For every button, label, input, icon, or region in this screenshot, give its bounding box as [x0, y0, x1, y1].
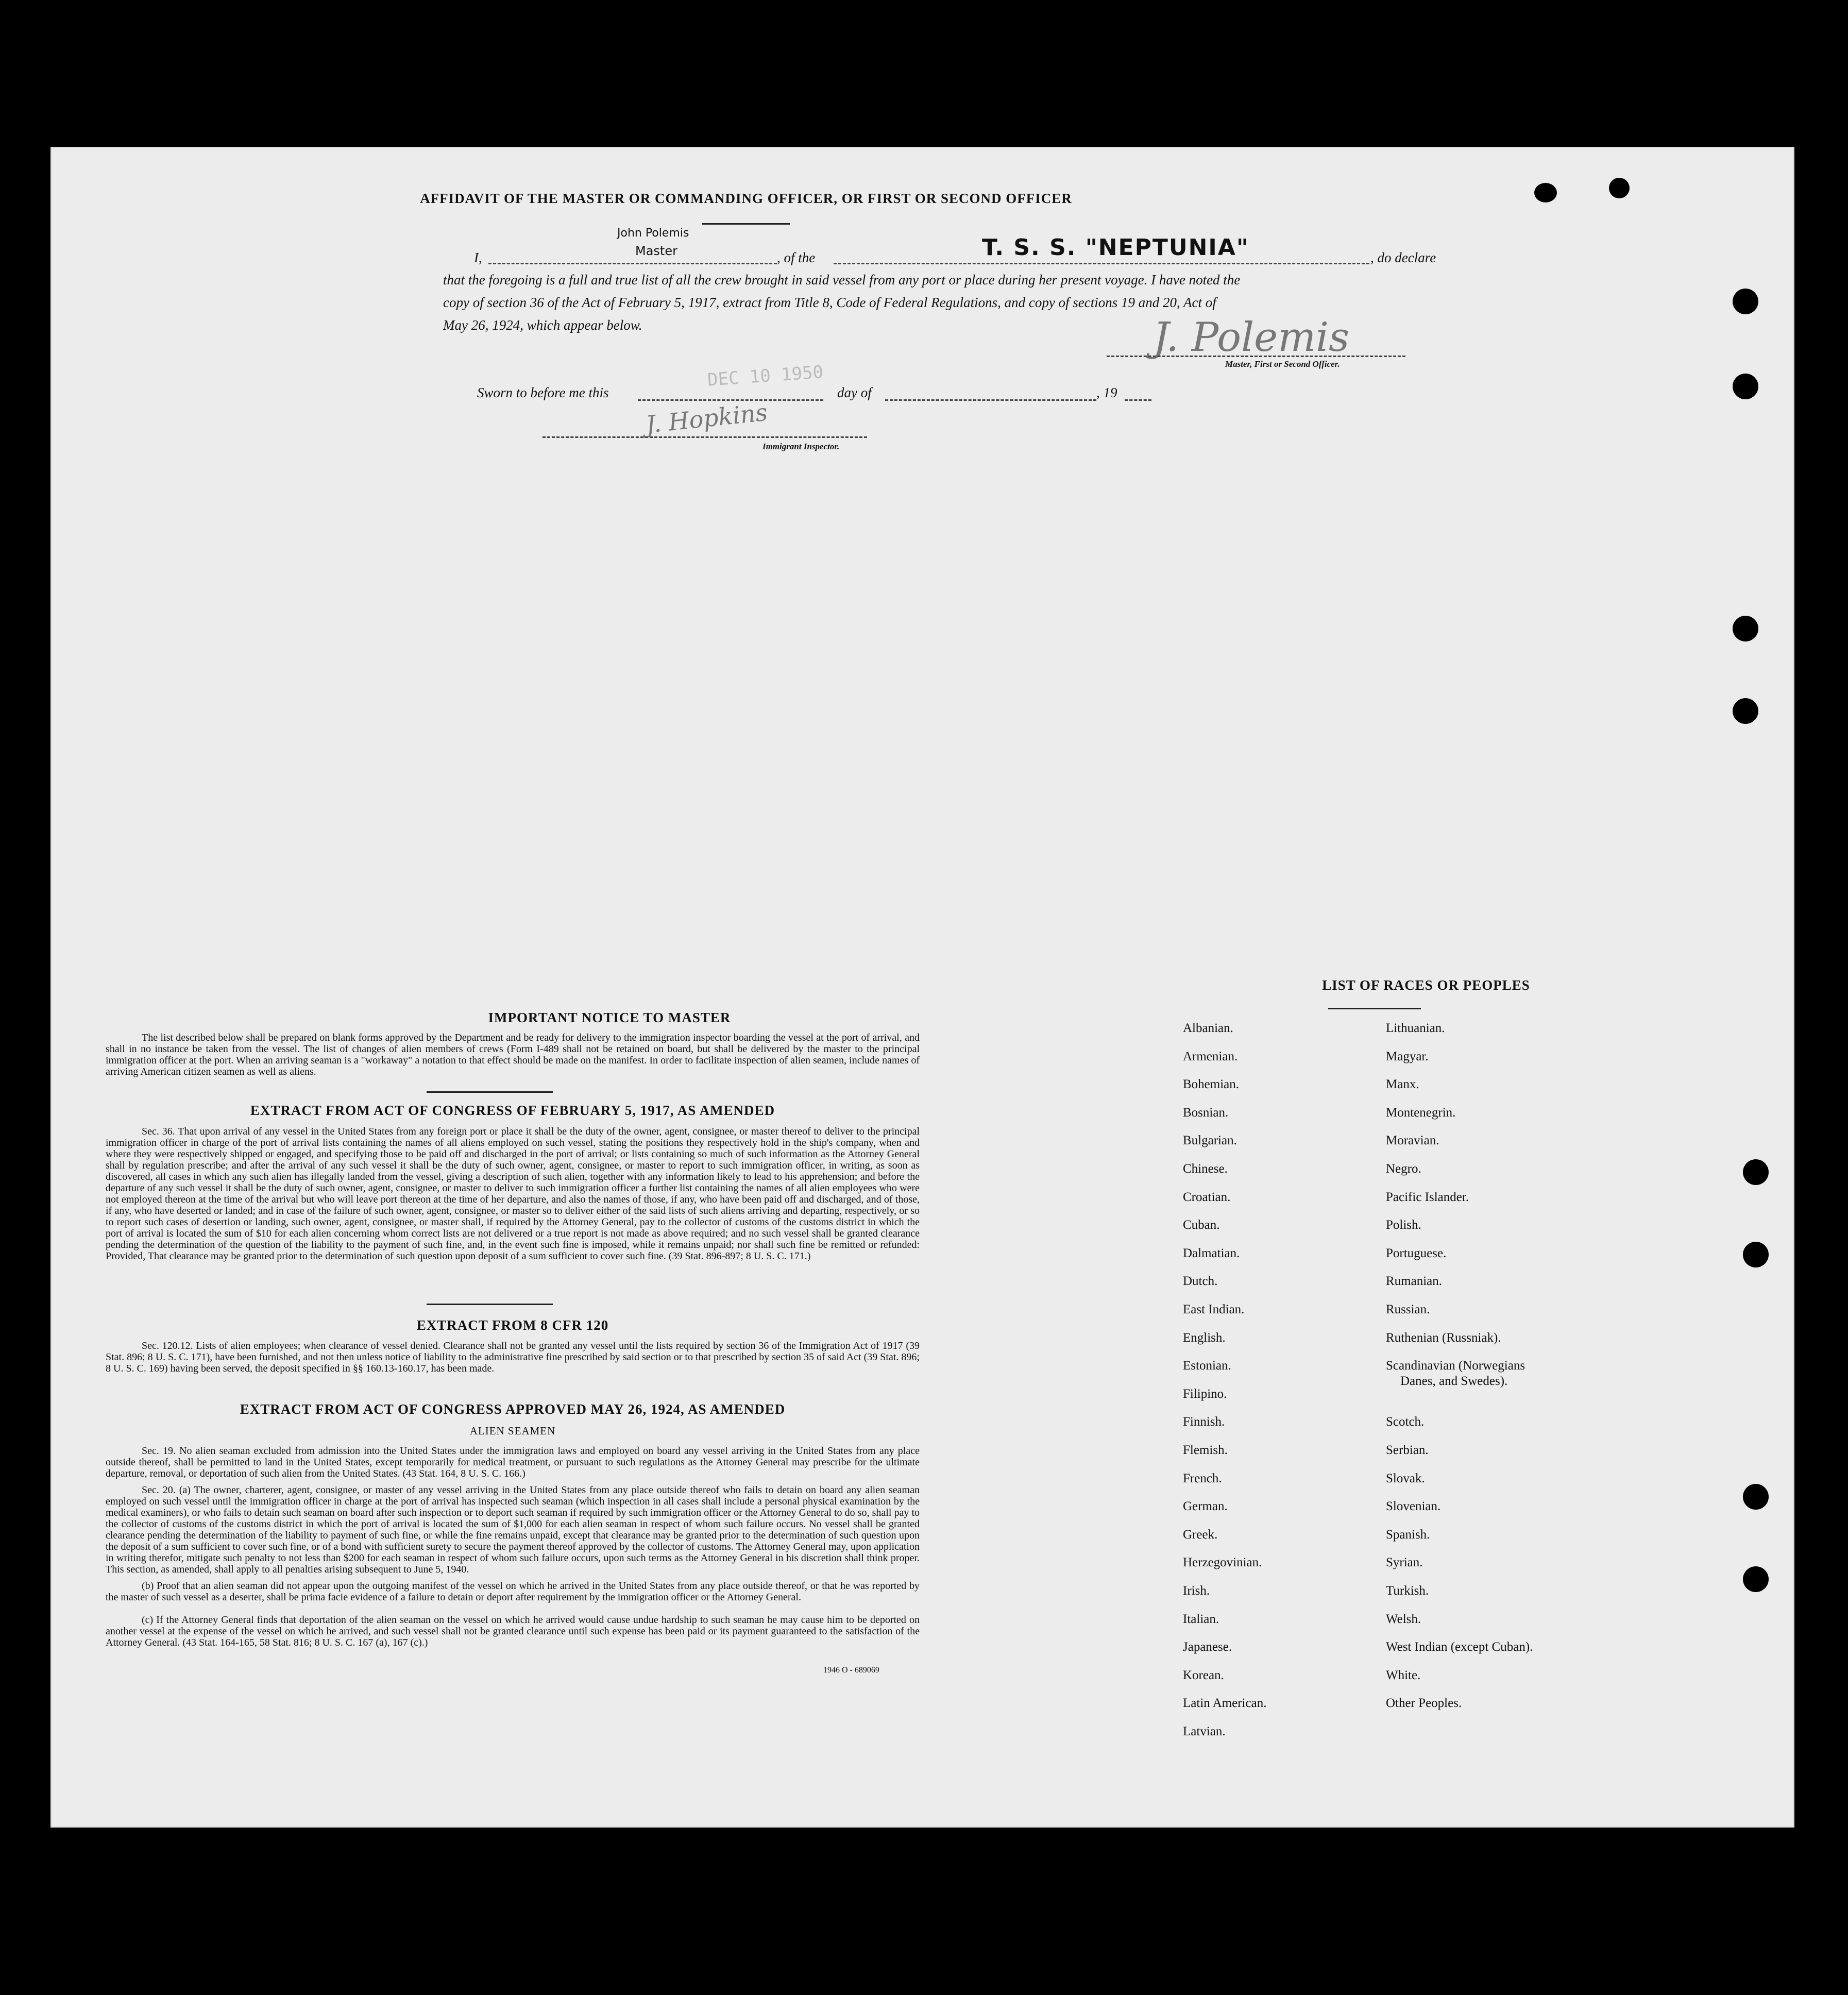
race-item: Dutch.	[1183, 1274, 1218, 1289]
affidavit-body-1: that the foregoing is a full and true list of all the crew brought in said vessel from any port or place during her present voyage. I have noted the	[443, 272, 1241, 288]
race-item: Other Peoples.	[1386, 1696, 1462, 1711]
inspector-blank	[542, 436, 867, 438]
punch-hole	[1733, 698, 1758, 724]
race-item: German.	[1183, 1499, 1228, 1514]
rank-handwritten: Master	[635, 244, 677, 258]
race-item: Magyar.	[1386, 1049, 1429, 1063]
extract-1924-title: EXTRACT FROM ACT OF CONGRESS APPROVED MAY 26, 1924, AS AMENDED	[240, 1401, 786, 1417]
race-item: Russian.	[1386, 1303, 1430, 1316]
race-item: English.	[1183, 1330, 1226, 1345]
race-item: Danes, and Swedes).	[1400, 1374, 1508, 1388]
race-item: Moravian.	[1386, 1134, 1439, 1148]
affidavit-of-the: , of the	[777, 250, 816, 265]
race-item: Latvian.	[1183, 1725, 1226, 1738]
extract-1924-sec20c: (c) If the Attorney General finds that deportation of the alien seaman on the vessel on which he arrived would cause undue hardship to such seaman he may cause him to be deported on another vessel at the expense of the vessel on which he arrived, and such vessel shall not be granted clearance until such expense has been paid or its payment guaranteed to the satisfaction of the Attorney General. (43 Stat. 164-165, 58 Stat. 816; 8 U. S. C. 167 (a), 167 (c).)	[106, 1614, 920, 1648]
inspector-signature: J. Hopkins	[644, 398, 769, 439]
divider	[427, 1091, 553, 1093]
inspector-caption: Immigrant Inspector.	[762, 442, 840, 451]
affidavit-title: AFFIDAVIT OF THE MASTER OR COMMANDING OFFICER, OR FIRST OR SECOND OFFICER	[420, 191, 1072, 206]
extract-1924-sec20b: (b) Proof that an alien seaman did not appear upon the outgoing manifest of the vessel on which he arrived in the United States from any place outside thereof, or that he was reported by the master of such vessel as a deserter, shall be prima facie evidence of a failure to detain or deport after requirement by the immigration officer or the Attorney General.	[106, 1580, 920, 1603]
affidavit-do-declare: , do declare	[1370, 250, 1436, 265]
punch-hole	[1743, 1484, 1769, 1510]
race-item: Slovenian.	[1386, 1499, 1441, 1514]
cfr-title: EXTRACT FROM 8 CFR 120	[416, 1317, 609, 1333]
race-item: Dalmatian.	[1183, 1246, 1240, 1260]
race-item: French.	[1183, 1471, 1222, 1485]
race-item: Herzegovinian.	[1183, 1556, 1262, 1570]
race-item: Flemish.	[1183, 1443, 1228, 1457]
race-item: Scandinavian (Norwegians	[1386, 1359, 1525, 1373]
race-item: Croatian.	[1183, 1190, 1231, 1204]
punch-hole	[1743, 1159, 1769, 1185]
race-item: Scotch.	[1386, 1415, 1425, 1429]
race-item: Pacific Islander.	[1386, 1190, 1469, 1204]
race-item: Bosnian.	[1183, 1105, 1229, 1120]
race-item: Serbian.	[1386, 1443, 1429, 1457]
document-page	[50, 147, 1794, 1828]
race-item: Lithuanian.	[1386, 1021, 1445, 1035]
race-item: Montenegrin.	[1386, 1105, 1456, 1120]
race-item: Korean.	[1183, 1668, 1224, 1682]
affidavit-pre-name: I,	[474, 250, 482, 265]
race-item: Greek.	[1183, 1527, 1218, 1542]
race-item: Bohemian.	[1183, 1077, 1240, 1092]
race-item: East Indian.	[1183, 1303, 1245, 1316]
race-item: Estonian.	[1183, 1359, 1231, 1373]
race-item: Negro.	[1386, 1162, 1421, 1176]
extract-1924-sec20a: Sec. 20. (a) The owner, charterer, agent, consignee, or master of any vessel arriving in the United States from any place outside thereof who fails to detain on board any alien seaman employed on such vessel until the immigration officer in charge at the port of arrival has inspected such seaman (which inspection in all cases shall include a personal physical examination by the medical examiners), or who fails to detain such seaman on board after such inspection or to deport such seaman if required by such immigration officer or the Attorney General to do so, shall pay to the collector of customs of the customs district in which the port of arrival is located the sum of $1,000 for each alien seaman in respect of whom such failure occurs. No vessel shall be granted clearance pending the determination of the liability to payment of such fine, or while the fine remains unpaid, except that clearance may be granted prior to the determination of such question upon the deposit of a sum sufficient to cover such fine, or of a bond with sufficient surety to secure the payment thereof approved by the collector of customs. The Attorney General may, upon application in writing therefor, mitigate such penalty to not less than $200 for each seaman in respect of whom such failure occurs, upon such terms as the Attorney General in his discretion shall think proper. This section, as amended, shall apply to all penalties arising subsequent to June 5, 1940.	[106, 1484, 920, 1575]
divider	[427, 1304, 553, 1305]
sworn-day-blank	[638, 399, 823, 401]
race-item: Latin American.	[1183, 1696, 1267, 1711]
vessel-name: T. S. S. "NEPTUNIA"	[982, 234, 1249, 261]
race-item: Filipino.	[1183, 1387, 1227, 1401]
cfr-text: Sec. 120.12. Lists of alien employees; when clearance of vessel denied. Clearance shall not be granted any vessel until the lists required by section 36 of the Immigration Act of 1917 (39 Stat. 896; 8 U. S. C. 171), have been furnished, and not then unless notice of liability to the administrative fine prescribed by said section or to that prescribed by section 35 of said Act (39 Stat. 896; 8 U. S. C. 169) having been served, the deposit specified in §§ 160.13-160.17, has been made.	[106, 1340, 920, 1374]
punch-hole	[1733, 616, 1758, 641]
race-item: Rumanian.	[1386, 1274, 1443, 1289]
affidavit-body-2: copy of section 36 of the Act of February 5, 1917, extract from Title 8, Code of Federal Regulations, and copy of sections 19 and 20, Act of	[443, 295, 1216, 310]
race-item: Spanish.	[1386, 1527, 1430, 1542]
notice-title: IMPORTANT NOTICE TO MASTER	[488, 1010, 731, 1025]
race-item: Finnish.	[1183, 1415, 1225, 1429]
affidavit-body-3: May 26, 1924, which appear below.	[443, 317, 642, 333]
punch-hole	[1733, 374, 1758, 399]
race-item: White.	[1386, 1668, 1421, 1682]
race-item: Italian.	[1183, 1612, 1219, 1626]
punch-hole	[1609, 178, 1630, 198]
name-blank	[488, 263, 777, 264]
extract-1924-sec19: Sec. 19. No alien seaman excluded from admission into the United States under the immigration laws and employed on board any vessel arriving in the United States from any place outside thereof, shall be permitted to land in the United States, except temporarily for medical treatment, or pursuant to such regulations as the Attorney General may prescribe for the ultimate departure, removal, or deportation of such alien from the United States. (43 Stat. 164, 8 U. S. C. 166.)	[106, 1445, 920, 1479]
race-item: Cuban.	[1183, 1218, 1220, 1232]
sworn-day-of: day of	[837, 385, 872, 400]
extract-1917-title: EXTRACT FROM ACT OF CONGRESS OF FEBRUARY 5, 1917, AS AMENDED	[250, 1103, 775, 1118]
race-item: Japanese.	[1183, 1640, 1232, 1654]
date-stamp: DEC 10 1950	[706, 362, 824, 391]
race-item: Albanian.	[1183, 1021, 1233, 1035]
punch-hole	[1733, 289, 1758, 314]
race-item: Portuguese.	[1386, 1246, 1447, 1260]
race-item: Chinese.	[1183, 1162, 1228, 1176]
punch-hole	[1534, 183, 1557, 202]
extract-1924-subtitle: ALIEN SEAMEN	[469, 1425, 556, 1437]
race-item: Ruthenian (Russniak).	[1386, 1330, 1501, 1345]
race-item: Irish.	[1183, 1584, 1210, 1598]
notice-text: The list described below shall be prepared on blank forms approved by the Department and be ready for delivery to the immigration inspector boarding the vessel at the port of arrival, and shall in no instance be taken from the vessel. The list of changes of alien members of crews (Form I-489 shall not be retained on board, but shall be delivered by the master to the principal immigration officer at the port. When an arriving seaman is a "workaway" a notation to that effect should be made on the manifest. In order to facilitate inspection of alien seamen, include names of arriving American citizen seamen as well as aliens.	[106, 1032, 920, 1077]
race-item: Bulgarian.	[1183, 1134, 1237, 1148]
sworn-year: , 19	[1096, 385, 1117, 400]
divider	[1328, 1008, 1421, 1009]
signature-caption: Master, First or Second Officer.	[1225, 359, 1340, 369]
sworn-month-blank	[885, 399, 1096, 401]
race-item: Slovak.	[1386, 1471, 1425, 1485]
extract-1917-text: Sec. 36. That upon arrival of any vessel in the United States from any foreign port or place it shall be the duty of the owner, agent, consignee, or master thereof to deliver to the principal immigration officer in charge of the port of arrival lists containing the names of all aliens employed on such vessel, stating the positions they respectively hold in the ship's company, when and where they were respectively shipped or engaged, and specifying those to be paid off and discharged in the port of arrival; or lists containing so much of such information as the Attorney General shall by regulation prescribe; and after the arrival of any such vessel it shall be the duty of such owner, agent, consignee, or master to report to such immigration officer, in writing, as soon as discovered, all cases in which any such alien has illegally landed from the vessel, giving a description of such alien, together with any information likely to lead to his apprehension; and before the departure of any such vessel it shall be the duty of such owner, agent, consignee, or master to deliver to such immigration officer a further list containing the names of all alien employees who were not employed thereon at the time of the arrival but who will leave port thereon at the time of her departure, and also the names of those, if any, who have been paid off and discharged, and of those, if any, who have deserted or landed; and in case of the failure of such owner, agent, consignee, or master so to deliver either of the said lists of such aliens arriving and departing, respectively, or so to report such cases of desertion or landing, such owner, agent, consignee, or master shall, if required by the Attorney General, pay to the collector of customs of the customs district in which the port of arrival is located the sum of $10 for each alien concerning whom correct lists are not delivered or a true report is not made as above required; and no such vessel shall be granted clearance pending the determination of the question of the liability to the payment of such fine, and, in the event such fine is imposed, while it remains unpaid; nor shall such fine be remitted or refunded: Provided, That clearance may be granted prior to the determination of such question upon deposit of a sum sufficient to cover such fine. (39 Stat. 896-897; 8 U. S. C. 171.)	[106, 1126, 920, 1262]
print-code: 1946 O - 689069	[823, 1666, 879, 1675]
race-item: Welsh.	[1386, 1612, 1421, 1626]
race-item: Armenian.	[1183, 1049, 1238, 1063]
race-item: Polish.	[1386, 1218, 1421, 1232]
race-item: Turkish.	[1386, 1584, 1429, 1598]
race-item: Syrian.	[1386, 1556, 1423, 1570]
master-name-handwritten: John Polemis	[617, 227, 689, 240]
races-title: LIST OF RACES OR PEOPLES	[1322, 977, 1530, 993]
race-item: Manx.	[1386, 1077, 1419, 1092]
signature-blank	[1107, 356, 1405, 357]
divider	[702, 223, 790, 225]
master-signature: J. Polemis	[1153, 314, 1350, 361]
sworn-prefix: Sworn to before me this	[477, 385, 609, 400]
punch-hole	[1743, 1242, 1769, 1267]
sworn-year-blank	[1125, 399, 1151, 401]
race-item: West Indian (except Cuban).	[1386, 1640, 1533, 1654]
punch-hole	[1743, 1566, 1769, 1592]
vessel-blank	[834, 263, 1369, 264]
